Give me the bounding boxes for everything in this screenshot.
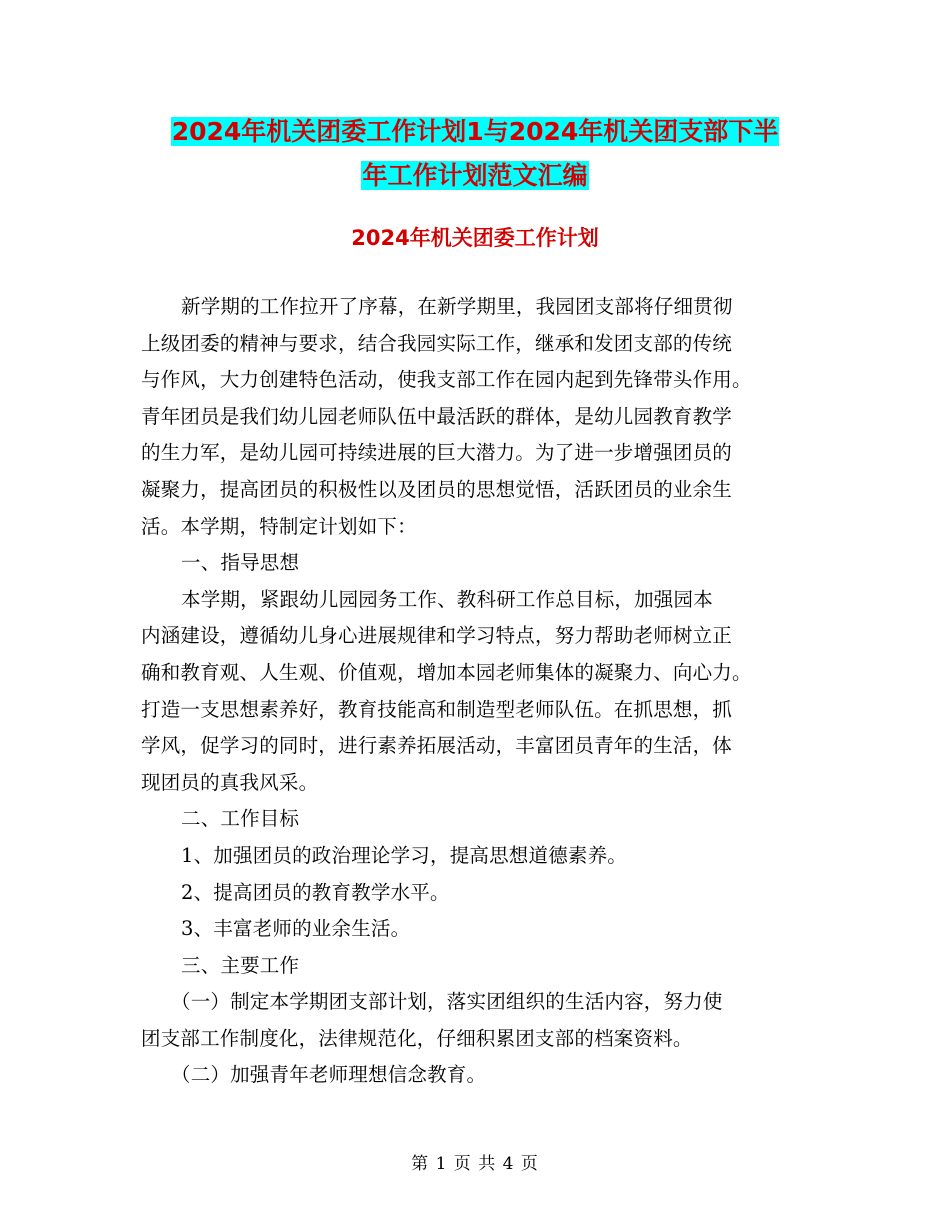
text-line: 活。本学期，特制定计划如下： xyxy=(141,514,417,538)
list-item: 3、丰富老师的业余生活。 xyxy=(181,917,411,941)
document-body xyxy=(141,289,811,1094)
text-line: 本学期，紧跟幼儿园园务工作、教科研工作总目标，加强园本 xyxy=(181,587,713,611)
document-title-line-1 xyxy=(0,110,950,154)
document-title-line-2 xyxy=(0,154,950,198)
text-line: （一）制定本学期团支部计划，落实团组织的生活内容，努力使 xyxy=(171,990,723,1014)
heading-main-work: 三、主要工作 xyxy=(181,953,300,977)
text-line: 打造一支思想素养好，教育技能高和制造型老师队伍。在抓思想，抓 xyxy=(141,697,733,721)
text-line: 内涵建设，遵循幼儿身心进展规律和学习特点，努力帮助老师树立正 xyxy=(141,624,733,648)
text-line: （二）加强青年老师理想信念教育。 xyxy=(171,1063,487,1087)
heading-guiding-ideology: 一、指导思想 xyxy=(181,551,300,575)
text-line: 凝聚力，提高团员的积极性以及团员的思想觉悟，活跃团员的业余生 xyxy=(141,477,733,501)
title-highlight-2: 年工作计划范文汇编 xyxy=(362,161,588,190)
text-line: 学风，促学习的同时，进行素养拓展活动，丰富团员青年的生活，体 xyxy=(141,734,733,758)
section-title: 2024年机关团委工作计划 xyxy=(351,226,599,250)
heading-work-goals: 二、工作目标 xyxy=(181,807,300,831)
text-line: 新学期的工作拉开了序幕，在新学期里，我园团支部将仔细贯彻 xyxy=(181,295,733,318)
list-item: 1、加强团员的政治理论学习，提高思想道德素养。 xyxy=(181,843,628,867)
list-item: 2、提高团员的教育教学水平。 xyxy=(181,880,450,904)
page-footer: 第 1 页 共 4 页 xyxy=(411,1154,539,1174)
text-line: 的生力军，是幼儿园可持续进展的巨大潜力。为了进一步增强团员的 xyxy=(141,441,733,465)
text-line: 现团员的真我风采。 xyxy=(141,770,319,794)
text-line: 团支部工作制度化，法律规范化，仔细积累团支部的档案资料。 xyxy=(141,1026,693,1050)
text-line: 确和教育观、人生观、价值观，增加本园老师集体的凝聚力、向心力。 xyxy=(141,660,752,684)
text-line: 与作风，大力创建特色活动，使我支部工作在园内起到先锋带头作用。 xyxy=(141,368,752,392)
text-line: 青年团员是我们幼儿园老师队伍中最活跃的群体，是幼儿园教育教学 xyxy=(141,404,733,428)
text-line: 上级团委的精神与要求，结合我园实际工作，继承和发团支部的传统 xyxy=(141,331,733,355)
title-highlight-1: 2024年机关团委工作计划1与2024年机关团支部下半 xyxy=(171,117,779,146)
